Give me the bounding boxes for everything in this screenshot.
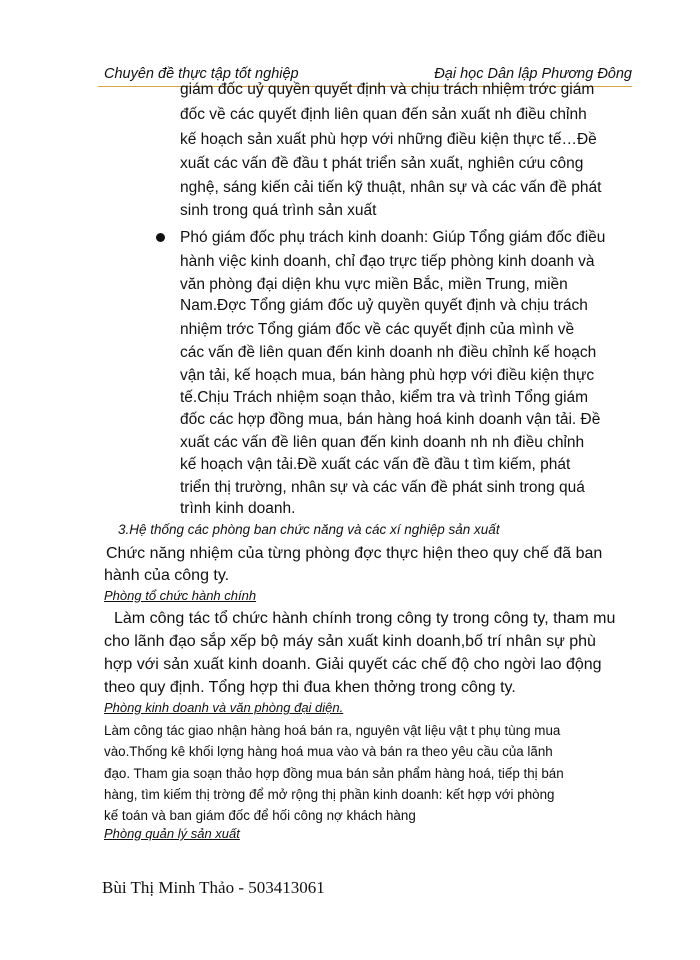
para2-line: nhiệm trớc Tổng giám đốc về các quyết định của mình về	[180, 321, 575, 338]
dept1-title: Phòng tổ chức hành chính	[104, 588, 257, 603]
para2-line: đốc các hợp đồng mua, bán hàng hoá kinh doanh vận tải. Đề	[180, 411, 601, 428]
para2-line: kế hoạch vận tải.Đề xuất các vấn đề đầu t tìm kiếm, phát	[180, 456, 571, 473]
dept1-line: theo quy định. Tổng hợp thi đua khen thởng trong công ty.	[104, 679, 516, 696]
para2-line: trình kinh doanh.	[180, 500, 296, 517]
para2-line: Phó giám đốc phụ trách kinh doanh: Giúp Tổng giám đốc điều	[180, 229, 606, 246]
para1-line: xuất các vấn đề đầu t phát triển sản xuất, nghiên cứu công	[180, 155, 584, 172]
dept1-line: Làm công tác tổ chức hành chính trong công ty trong công ty, tham mu	[114, 610, 616, 627]
dept2-line: Làm công tác giao nhận hàng hoá bán ra, nguyên vật liệu vật t phụ tùng mua	[104, 723, 561, 738]
dept2-line: đạo. Tham gia soạn thảo hợp đồng mua bán sản phẩm hàng hoá, tiếp thị bán	[104, 766, 564, 781]
para2-line: triển thị trường, nhân sự và các vấn đề phát sinh trong quá	[180, 479, 585, 496]
intro-line: hành của công ty.	[104, 567, 230, 584]
header-left-text: Chuyên đề thực tập tốt nghiệp	[104, 66, 299, 82]
section-heading: 3.Hệ thống các phòng ban chức năng và các xí nghiệp sản xuất	[118, 522, 500, 537]
para2-line: vận tải, kế hoạch mua, bán hàng phù hợp với điều kiện thực	[180, 367, 595, 384]
para2-line: Nam.Đợc Tổng giám đốc uỷ quyền quyết định và chịu trách	[180, 297, 588, 314]
para2-line: xuất các vấn đề liên quan đến kinh doanh nh nh điều chỉnh	[180, 434, 585, 451]
para1-line: giám đốc uỷ quyền quyết định và chịu trách nhiệm trớc giám	[180, 81, 595, 98]
dept3-title: Phòng quản lý sản xuất	[104, 826, 240, 841]
intro-line: Chức năng nhiệm của từng phòng đợc thực hiện theo quy chế đã ban	[106, 545, 603, 562]
dept2-line: kế toán và ban giám đốc để hối công nợ khách hàng	[104, 808, 416, 823]
para1-line: nghệ, sáng kiến cải tiến kỹ thuật, nhân sự và các vấn đề phát	[180, 179, 602, 196]
dept1-line: cho lãnh đạo sắp xếp bộ máy sản xuất kinh doanh,bố trí nhân sự phù	[104, 633, 596, 650]
para1-line: sinh trong quá trình sản xuất	[180, 202, 377, 219]
bullet-icon	[156, 233, 165, 242]
header-right-text: Đại học Dân lập Phương Đông	[434, 66, 632, 82]
dept1-line: hợp với sản xuất kinh doanh. Giải quyết các chế độ cho ngời lao động	[104, 656, 602, 673]
page-footer: Bùi Thị Minh Thảo - 503413061	[102, 878, 325, 897]
para2-line: tế.Chịu Trách nhiệm soạn thảo, kiểm tra và trình Tổng giám	[180, 389, 589, 406]
para1-line: đốc về các quyết định liên quan đến sản xuất nh điều chỉnh	[180, 106, 587, 123]
para2-line: các vấn đề liên quan đến kinh doanh nh điều chỉnh kế hoạch	[180, 344, 597, 361]
para2-line: văn phòng đại diện khu vực miền Bắc, miền Trung, miền	[180, 276, 568, 293]
dept2-line: hàng, tìm kiếm thị trờng để mở rộng thị phần kinh doanh: kết hợp với phòng	[104, 787, 555, 802]
para2-line: hành việc kinh doanh, chỉ đạo trực tiếp phòng kinh doanh và	[180, 253, 595, 270]
dept2-title: Phòng kinh doanh và văn phòng đại diện.	[104, 700, 344, 715]
para1-line: kế hoạch sản xuất phù hợp với những điều kiện thực tế…Đề	[180, 131, 597, 148]
dept2-line: vào.Thống kê khối lợng hàng hoá mua vào và bán ra theo yêu cầu của lãnh	[104, 744, 553, 759]
